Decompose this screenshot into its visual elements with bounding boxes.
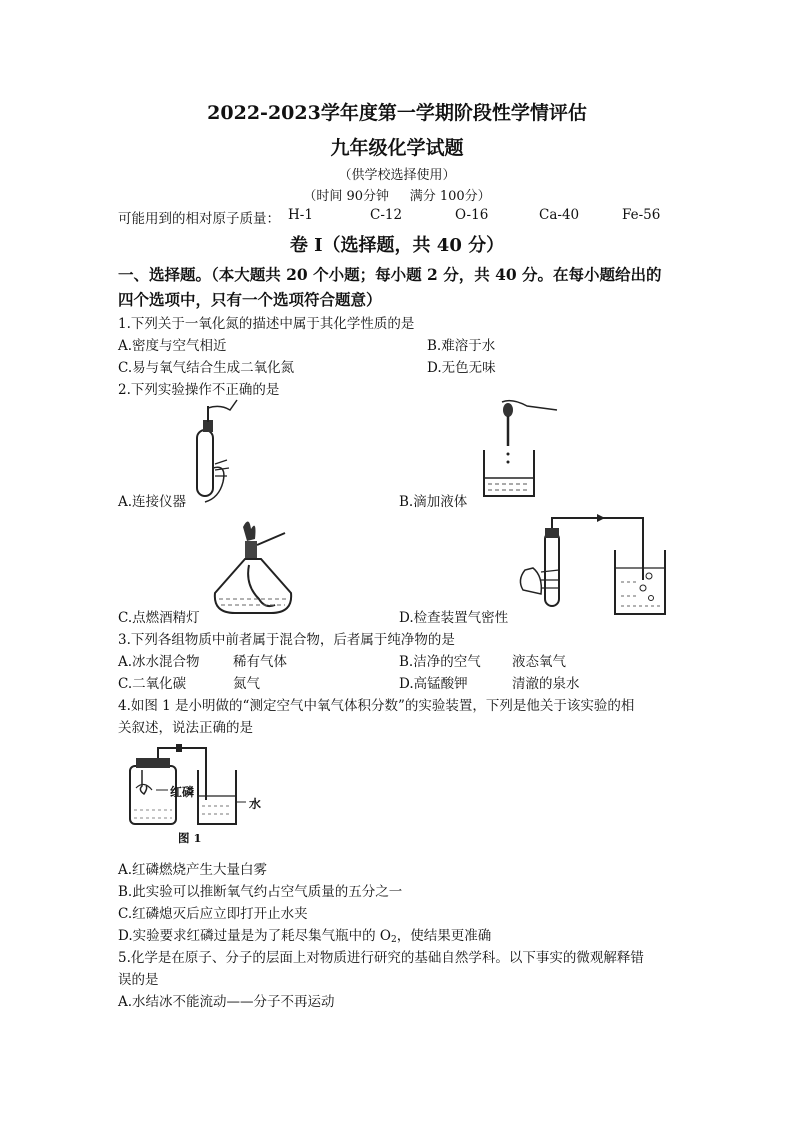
q1-option-c: C.易与氧气结合生成二氧化氮: [118, 360, 295, 376]
q2-option-c: C.点燃酒精灯: [118, 610, 200, 626]
q3-stem: 3.下列各组物质中前者属于混合物，后者属于纯净物的是: [118, 632, 455, 648]
q5-stem-line2: 误的是: [118, 972, 159, 988]
figure-drop-liquid: [472, 398, 562, 503]
q2-option-a: A.连接仪器: [118, 494, 187, 510]
q4-option-c: C.红磷熄灭后应立即打开止水夹: [118, 906, 308, 922]
figure-1-phosphorus-label: 红磷: [170, 785, 195, 799]
q4-option-a: A.红磷燃烧产生大量白雾: [118, 862, 268, 878]
atomic-mass-ca: Ca-40: [539, 207, 580, 223]
q4-option-b: B.此实验可以推断氧气约占空气质量的五分之一: [118, 884, 403, 900]
q1-option-b: B.难溶于水: [427, 338, 496, 354]
q3-option-d-second: 清澈的泉水: [512, 676, 580, 692]
q1-option-a: A.密度与空气相近: [118, 338, 227, 354]
exam-title: 2022-2023学年度第一学期阶段性学情评估: [207, 102, 587, 124]
atomic-mass-c: C-12: [370, 207, 403, 223]
q2-option-b: B.滴加液体: [399, 494, 468, 510]
q5-option-a: A.水结冰不能流动——分子不再运动: [118, 994, 335, 1010]
q3-option-c-second: 氮气: [233, 676, 260, 692]
q4-stem-line1: 4.如图 1 是小明做的“测定空气中氧气体积分数”的实验装置，下列是他关于该实验的相: [118, 698, 635, 714]
atomic-mass-o: O-16: [455, 207, 489, 223]
usage-note: （供学校选择使用）: [338, 168, 456, 183]
figure-airtightness: [515, 510, 670, 620]
atomic-mass-fe: Fe-56: [622, 207, 661, 223]
exam-subtitle: 九年级化学试题: [330, 137, 464, 159]
q3-option-b-first: B.洁净的空气: [399, 654, 481, 670]
q5-stem-line1: 5.化学是在原子、分子的层面上对物质进行研究的基础自然学科。以下事实的微观解释错: [118, 950, 644, 966]
q4-option-d-sub: 2: [391, 935, 397, 945]
atomic-mass-h: H-1: [288, 207, 313, 223]
q1-stem: 1.下列关于一氧化氮的描述中属于其化学性质的是: [118, 316, 415, 332]
q2-stem: 2.下列实验操作不正确的是: [118, 382, 280, 398]
figure-1-caption: 图 1: [178, 831, 202, 845]
section-title: 卷 I（选择题，共 40 分）: [289, 235, 505, 256]
full-score: 满分 100分）: [409, 189, 491, 204]
q4-stem-line2: 关叙述，说法正确的是: [118, 720, 253, 736]
q3-option-a-second: 稀有气体: [233, 654, 287, 670]
figure-1-water-label: 水: [249, 797, 262, 811]
time-limit: （时间 90分钟: [303, 189, 390, 204]
q4-option-d-post: ，使结果更准确: [396, 928, 492, 944]
q4-option-d: [118, 924, 491, 945]
section-instruction-1: 一、选择题。（本大题共 20 个小题；每小题 2 分，共 40 分。在每小题给出的: [118, 265, 662, 284]
time-score-line: [0, 185, 794, 204]
section-instruction-2: 四个选项中，只有一个选项符合题意）: [118, 290, 382, 309]
q1-option-d: D.无色无味: [427, 360, 496, 376]
atomic-mass-label: 可能用到的相对原子质量：: [118, 211, 280, 227]
q3-option-b-second: 液态氧气: [512, 654, 566, 670]
q3-option-a-first: A.冰水混合物: [118, 654, 200, 670]
q3-option-c-first: C.二氧化碳: [118, 676, 187, 692]
figure-alcohol-lamp: [205, 515, 305, 620]
q3-option-d-first: D.高锰酸钾: [399, 676, 468, 692]
q4-option-d-pre: D.实验要求红磷过量是为了耗尽集气瓶中的 O: [118, 928, 391, 944]
q2-option-d: D.检查装置气密性: [399, 610, 509, 626]
